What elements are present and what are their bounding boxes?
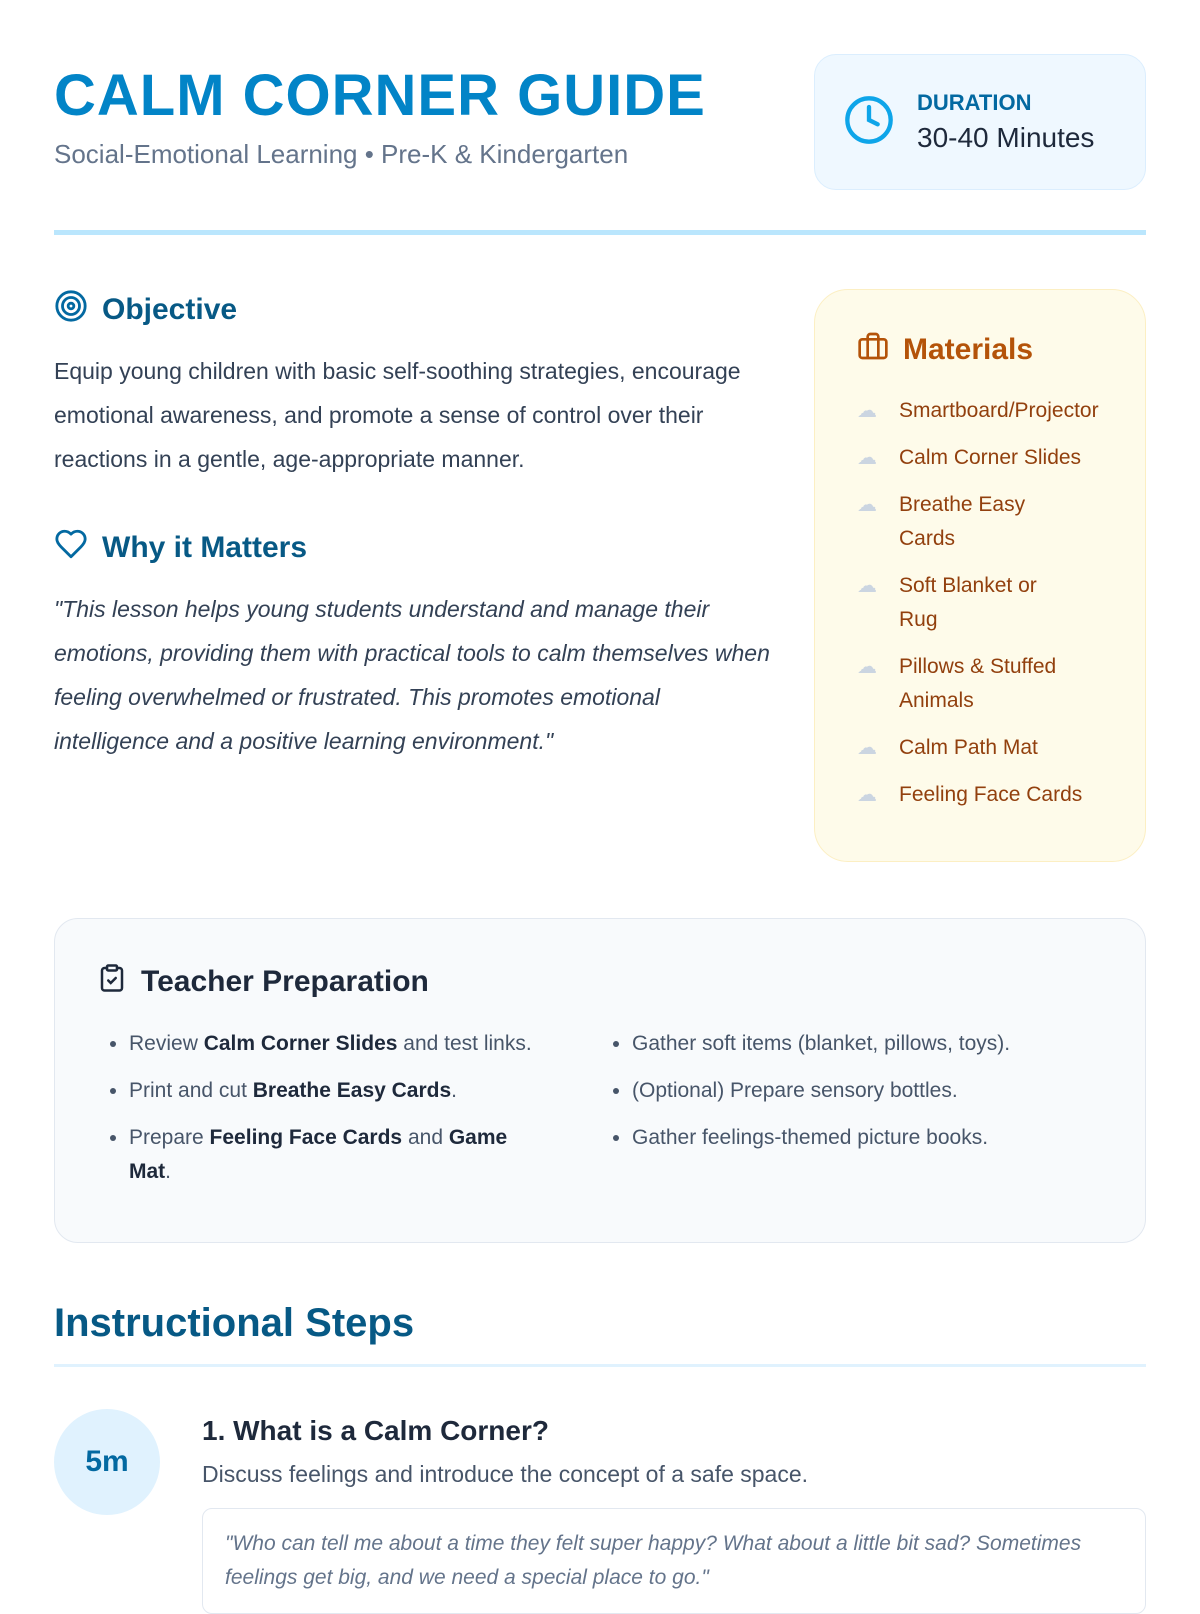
cloud-icon: ☁ (857, 494, 877, 516)
duration-value: 30-40 Minutes (917, 122, 1095, 153)
list-item (857, 650, 1125, 718)
why-text: "This lesson helps young students understand and manage their emotions, providing them with practical tools to calm themselves when feeling overwhelmed or frustrated. This promotes emotional intelligence and a positive learning environment." (54, 596, 770, 754)
cloud-icon: ☁ (857, 575, 877, 597)
duration-label: DURATION (917, 90, 1032, 115)
step-time-badge: 5m (54, 1409, 160, 1515)
list-item: • Gather feelings-themed picture books. (632, 1121, 1103, 1155)
cloud-icon: ☁ (857, 656, 877, 678)
list-item (857, 441, 1125, 475)
step-item (54, 1409, 1146, 1614)
cloud-icon: ☁ (857, 447, 877, 469)
material-label: Calm Path Mat (899, 736, 1038, 759)
duration-card (814, 54, 1146, 190)
objective-text: Equip young children with basic self-soothing strategies, encourage emotional awareness, and promote a sense of control over their reactions in a gentle, age-appropriate manner. (54, 358, 741, 472)
cloud-icon: ☁ (857, 400, 877, 422)
step-description: Discuss feelings and introduce the concept of a safe space. (202, 1461, 809, 1487)
list-item (857, 778, 1125, 812)
material-label: Pillows & Stuffed Animals (899, 655, 1057, 712)
why-heading (54, 527, 774, 569)
list-item (857, 394, 1125, 428)
why-heading-text: Why it Matters (102, 531, 308, 564)
cloud-icon: ☁ (857, 737, 877, 759)
prep-list-left (97, 1027, 600, 1202)
step-title: 1. What is a Calm Corner? (202, 1415, 549, 1446)
list-item: • Review Calm Corner Slides and test links. (129, 1027, 600, 1061)
prep-heading-text: Teacher Preparation (141, 965, 429, 998)
briefcase-icon (857, 330, 889, 370)
steps-heading: Instructional Steps (54, 1301, 1146, 1367)
material-label: Calm Corner Slides (899, 446, 1082, 469)
page-title: CALM CORNER GUIDE (54, 63, 706, 128)
objective-heading (54, 289, 774, 331)
header (54, 54, 1146, 235)
list-item (857, 569, 1125, 637)
clock-icon (843, 94, 895, 150)
list-item: • Prepare Feeling Face Cards and Game Mat. (129, 1121, 549, 1189)
cloud-icon: ☁ (857, 784, 877, 806)
materials-heading-text: Materials (903, 333, 1034, 366)
objective-heading-text: Objective (102, 293, 238, 326)
list-item (857, 731, 1125, 765)
prep-heading (97, 963, 1103, 1001)
clipboard-check-icon (97, 963, 127, 1001)
materials-heading (857, 330, 1125, 370)
list-item: • Print and cut Breathe Easy Cards. (129, 1074, 600, 1108)
page-subtitle: Social-Emotional Learning • Pre-K & Kindergarten (54, 139, 629, 169)
list-item: • Gather soft items (blanket, pillows, toys). (632, 1027, 1103, 1061)
target-icon (54, 289, 88, 331)
material-label: Feeling Face Cards (899, 783, 1083, 806)
material-label: Soft Blanket or Rug (899, 574, 1037, 631)
material-label: Breathe Easy Cards (899, 493, 1026, 550)
material-label: Smartboard/Projector (899, 399, 1099, 422)
list-item: • (Optional) Prepare sensory bottles. (632, 1074, 1103, 1108)
step-script: "Who can tell me about a time they felt super happy? What about a little bit sad? Sometimes feelings get big, and we need a special place to go." (202, 1508, 1146, 1614)
prep-list-right (600, 1027, 1103, 1202)
list-item (857, 488, 1125, 556)
materials-card (814, 289, 1146, 862)
heart-icon (54, 527, 88, 569)
teacher-preparation-card (54, 918, 1146, 1243)
materials-list (857, 394, 1125, 812)
